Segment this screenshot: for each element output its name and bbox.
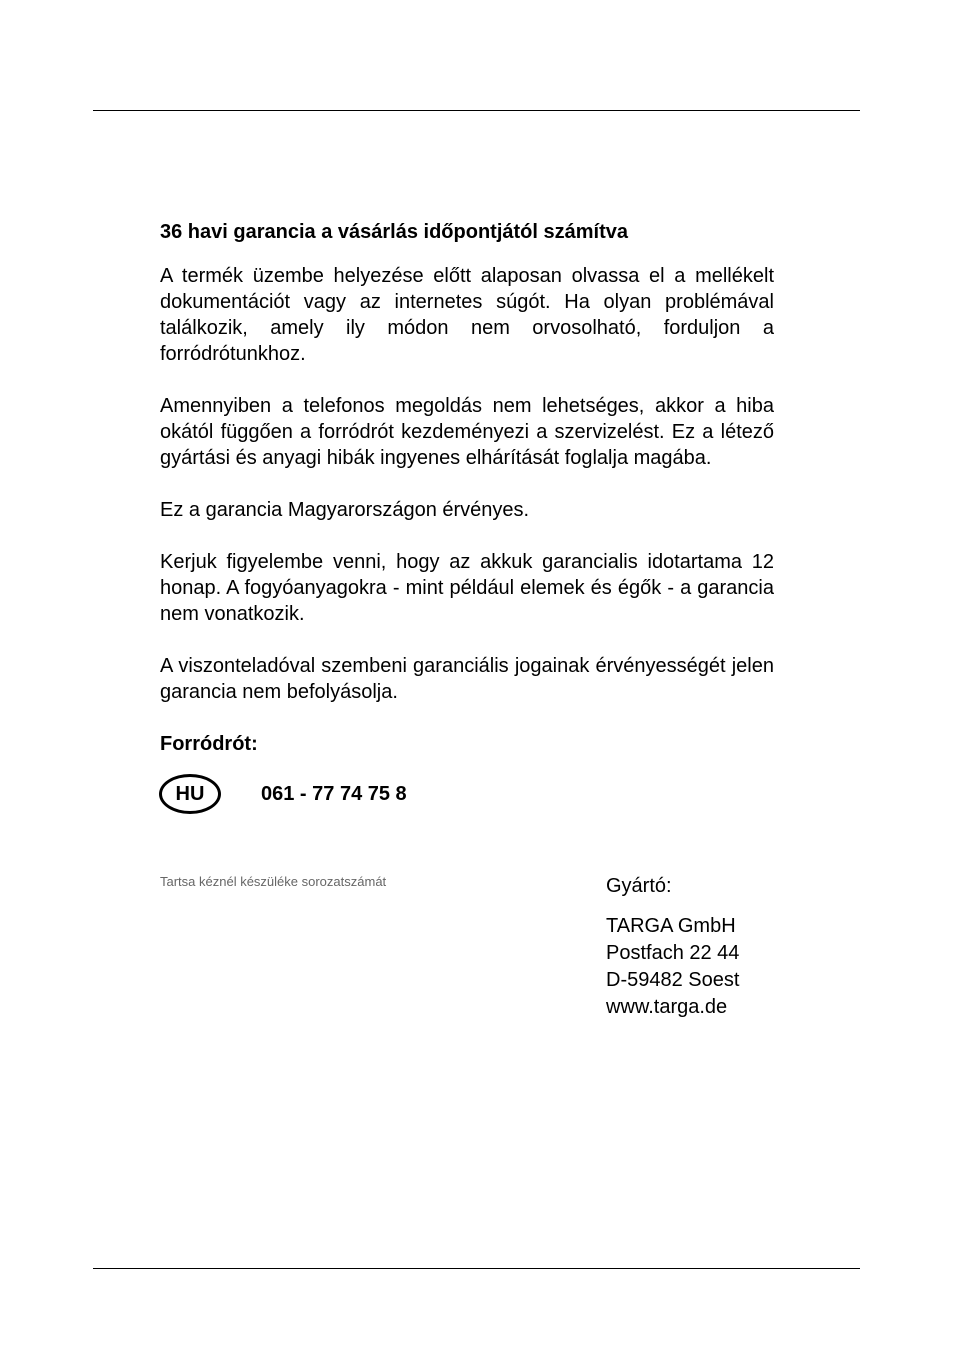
country-badge-hu: HU [159, 774, 221, 814]
manufacturer-block [606, 873, 739, 1021]
warranty-content [160, 219, 774, 817]
hotline-phone: 061 - 77 74 75 8 [261, 782, 407, 805]
hotline-row [160, 771, 774, 817]
manufacturer-name: TARGA GmbH [606, 915, 736, 937]
top-rule [93, 110, 860, 111]
paragraph-service: Amennyiben a telefonos megoldás nem lehetséges, akkor a hiba okától függően a forródrót kezdeményezi a szervizelést. Ez a létező gyártási és anyagi hibák ingyenes elhárítását foglalja magába. [160, 395, 774, 469]
paragraph-validity: Ez a garancia Magyarországon érvényes. [160, 499, 530, 521]
page-title: 36 havi garancia a vásárlás időpontjától számítva [160, 221, 628, 243]
serial-number-note: Tartsa kéznél készüléke sorozatszámát [160, 874, 387, 889]
paragraph-documentation: A termék üzembe helyezése előtt alaposan olvassa el a mellékelt dokumentációt vagy az internetes súgót. Ha olyan problémával találkozik, amely ily módon nem orvosolható, forduljon a forródrótunkhoz. [160, 265, 774, 365]
hotline-label: Forródrót: [160, 733, 258, 755]
bottom-rule [93, 1268, 860, 1269]
manufacturer-city: D-59482 Soest [606, 969, 740, 991]
paragraph-reseller: A viszonteladóval szembeni garanciális jogainak érvényességét jelen garancia nem befolyásolja. [160, 655, 774, 703]
manufacturer-website: www.targa.de [606, 996, 728, 1018]
manufacturer-street: Postfach 22 44 [606, 942, 740, 964]
paragraph-battery: Kerjuk figyelembe venni, hogy az akkuk garancialis idotartama 12 honap. A fogyóanyagokra - mint például elemek és égők - a garancia nem vonatkozik. [160, 551, 774, 625]
manufacturer-label: Gyártó: [606, 875, 672, 897]
